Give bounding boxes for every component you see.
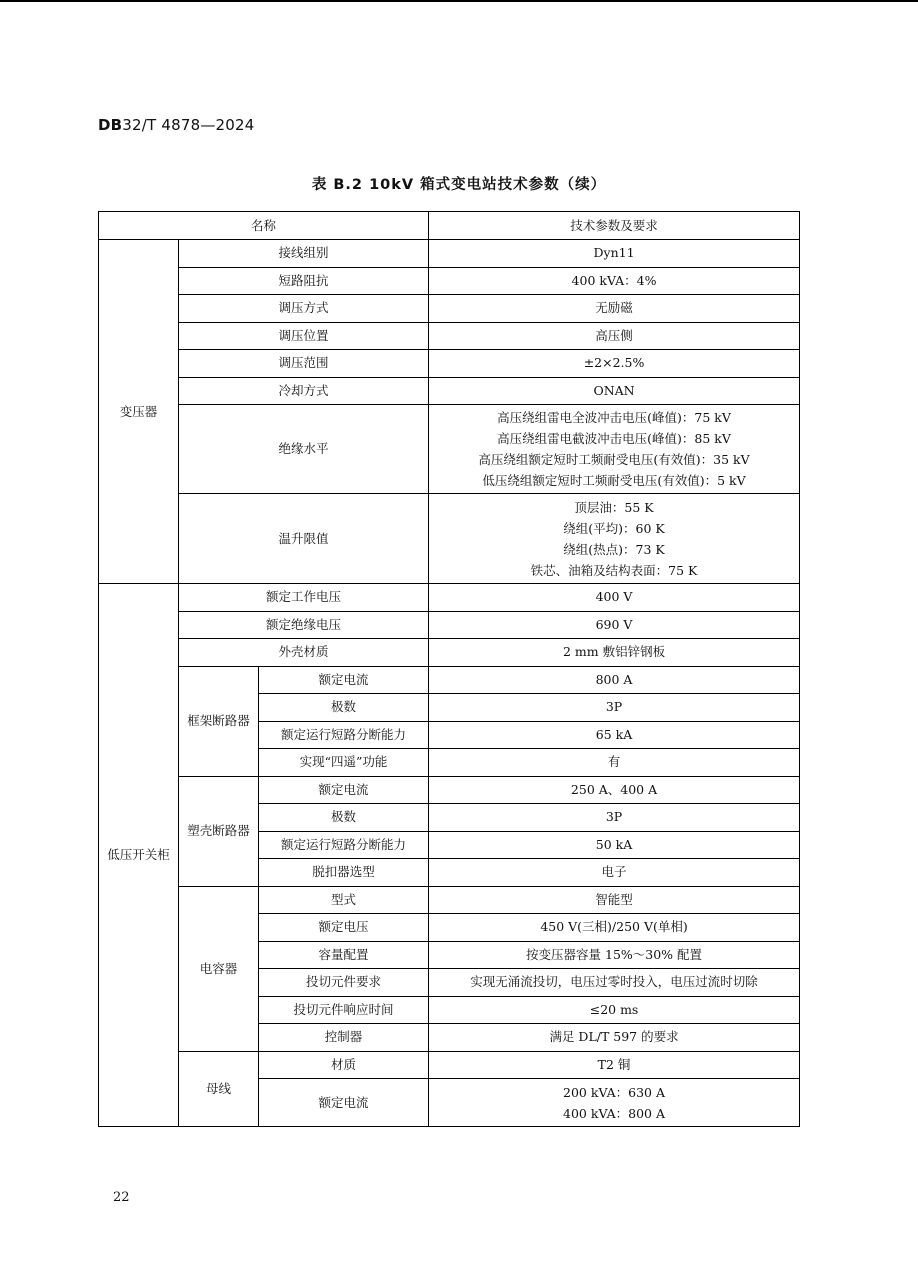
row-value: 400 kVA：4% [429, 267, 800, 295]
value-line: 200 kVA：630 A [563, 1084, 666, 1100]
table-row [99, 267, 800, 295]
row-item: 调压范围 [179, 350, 429, 378]
table-row [99, 611, 800, 639]
subgroup-mccb: 塑壳断路器 [179, 776, 259, 886]
row-item: 投切元件响应时间 [259, 996, 429, 1024]
row-value: 实现无涌流投切，电压过零时投入，电压过流时切除 [429, 969, 800, 997]
value-line: 绕组(平均)：60 K [563, 520, 665, 536]
row-value: ≤20 ms [429, 996, 800, 1024]
technical-parameters-table [98, 211, 800, 1127]
header-name: 名称 [99, 212, 429, 240]
row-item: 额定电压 [259, 914, 429, 942]
row-item: 额定电流 [259, 666, 429, 694]
table-row [99, 350, 800, 378]
row-value: 50 kA [429, 831, 800, 859]
row-value-insulation [429, 405, 800, 494]
table-row [99, 322, 800, 350]
row-item: 额定绝缘电压 [179, 611, 429, 639]
top-border-line [0, 0, 918, 2]
table-row [99, 494, 800, 584]
row-item: 额定运行短路分断能力 [259, 721, 429, 749]
row-value: T2 铜 [429, 1051, 800, 1079]
group-lv-cabinet: 低压开关柜 [99, 584, 179, 1127]
group-transformer: 变压器 [99, 240, 179, 584]
header-value: 技术参数及要求 [429, 212, 800, 240]
value-line: 高压绕组额定短时工频耐受电压(有效值)：35 kV [478, 452, 750, 467]
document-code-number: 32/T 4878—2024 [122, 116, 255, 134]
row-item: 接线组别 [179, 240, 429, 268]
subgroup-capacitor: 电容器 [179, 886, 259, 1051]
row-value: 690 V [429, 611, 800, 639]
row-value: 无励磁 [429, 295, 800, 323]
row-value: 满足 DL/T 597 的要求 [429, 1024, 800, 1052]
row-value: 2 mm 敷铝锌钢板 [429, 639, 800, 667]
row-value: 按变压器容量 15%～30% 配置 [429, 941, 800, 969]
row-value: ±2×2.5% [429, 350, 800, 378]
document-code [98, 116, 255, 134]
page-number: 22 [113, 1190, 130, 1205]
row-item: 调压位置 [179, 322, 429, 350]
row-value: 电子 [429, 859, 800, 887]
row-value: 有 [429, 749, 800, 777]
row-value: 450 V(三相)/250 V(单相) [429, 914, 800, 942]
row-value: 250 A、400 A [429, 776, 800, 804]
value-line: 绕组(热点)：73 K [563, 541, 665, 557]
table-row [99, 1051, 800, 1079]
table-row [99, 666, 800, 694]
row-item: 额定电流 [259, 1079, 429, 1127]
row-value: 智能型 [429, 886, 800, 914]
row-value: 3P [429, 694, 800, 722]
table-row [99, 405, 800, 494]
row-item: 容量配置 [259, 941, 429, 969]
subgroup-busbar: 母线 [179, 1051, 259, 1127]
row-item: 脱扣器选型 [259, 859, 429, 887]
row-value: 3P [429, 804, 800, 832]
row-value: ONAN [429, 377, 800, 405]
value-line: 顶层油：55 K [574, 499, 654, 515]
row-value: 800 A [429, 666, 800, 694]
subgroup-frame-breaker: 框架断路器 [179, 666, 259, 776]
value-line: 高压绕组雷电全波冲击电压(峰值)：75 kV [497, 410, 731, 425]
row-item-insulation: 绝缘水平 [179, 405, 429, 494]
value-line: 铁芯、油箱及结构表面：75 K [530, 562, 698, 578]
value-line: 高压绕组雷电截波冲击电压(峰值)：85 kV [497, 431, 731, 446]
row-item: 极数 [259, 694, 429, 722]
table-row [99, 584, 800, 612]
row-value-busbar-current [429, 1079, 800, 1127]
row-item: 冷却方式 [179, 377, 429, 405]
table-row [99, 776, 800, 804]
table-row [99, 295, 800, 323]
row-value: Dyn11 [429, 240, 800, 268]
row-item: 控制器 [259, 1024, 429, 1052]
row-item: 投切元件要求 [259, 969, 429, 997]
table-row [99, 639, 800, 667]
row-value-temp-rise [429, 494, 800, 584]
row-value: 400 V [429, 584, 800, 612]
row-value: 65 kA [429, 721, 800, 749]
row-value: 高压侧 [429, 322, 800, 350]
row-item: 短路阻抗 [179, 267, 429, 295]
row-item: 外壳材质 [179, 639, 429, 667]
row-item: 材质 [259, 1051, 429, 1079]
row-item-temp-rise: 温升限值 [179, 494, 429, 584]
table-row [99, 377, 800, 405]
row-item: 额定运行短路分断能力 [259, 831, 429, 859]
row-item: 实现“四遥”功能 [259, 749, 429, 777]
row-item: 型式 [259, 886, 429, 914]
value-line: 400 kVA：800 A [563, 1105, 666, 1121]
row-item: 调压方式 [179, 295, 429, 323]
document-code-prefix: DB [98, 116, 123, 134]
row-item: 额定电流 [259, 776, 429, 804]
table-row [99, 240, 800, 268]
table-row [99, 886, 800, 914]
row-item: 额定工作电压 [179, 584, 429, 612]
value-line: 低压绕组额定短时工频耐受电压(有效值)：5 kV [482, 473, 746, 488]
table-header-row [99, 212, 800, 240]
row-item: 极数 [259, 804, 429, 832]
table-title: 表 B.2 10kV 箱式变电站技术参数（续） [311, 177, 607, 193]
